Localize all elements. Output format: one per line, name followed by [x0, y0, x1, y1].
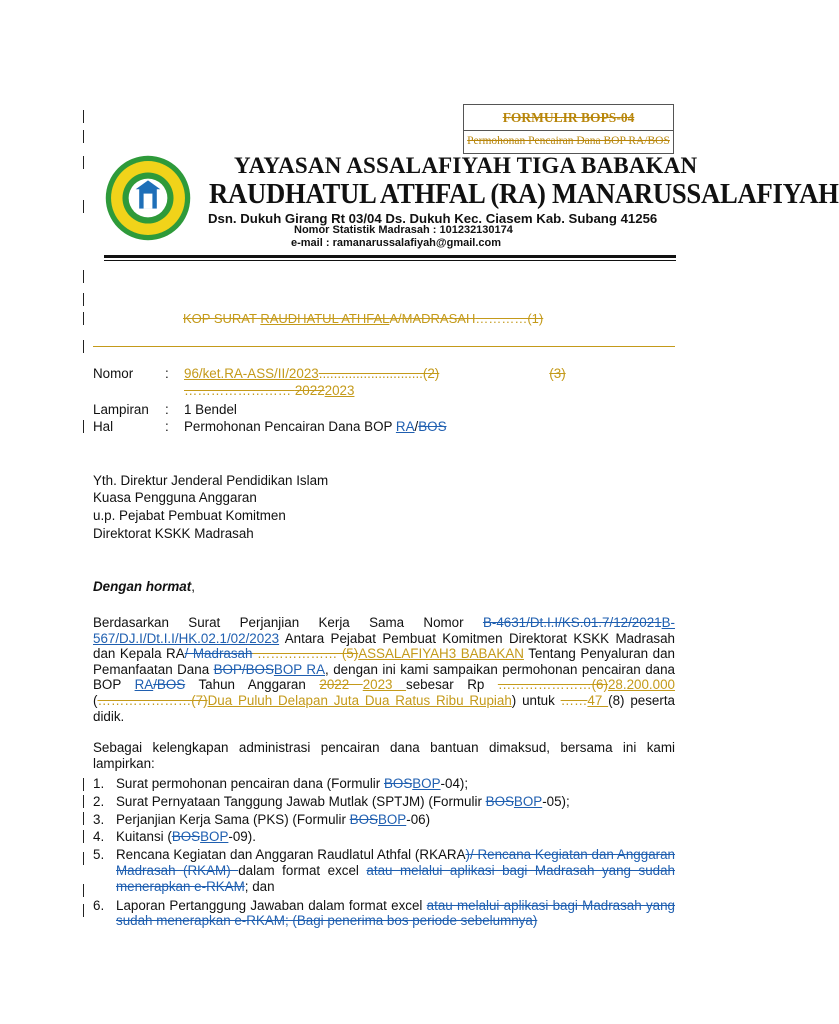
p1-text: Antara Pejabat Pembuat Komitmen Direktorat KSKK Madrasah dan Kepala RA	[93, 630, 675, 662]
revision-mark	[83, 778, 84, 791]
list-text: Perjanjian Kerja Sama (PKS) (Formulir	[116, 811, 350, 827]
p1-inserted: RA	[134, 677, 154, 693]
hal-ra: RA	[395, 419, 415, 434]
list-new: BOP	[377, 811, 407, 827]
p1-struck: ……	[560, 692, 588, 708]
nomor-placeholder-dots: ……………………	[184, 383, 295, 398]
p1-text: (	[93, 692, 98, 708]
p1-ra-name: ASSALAFIYAH3 BABAKAN	[358, 646, 524, 662]
list-new: BOP	[200, 829, 229, 845]
list-struck: atau melalui aplikasi bagi Madrasah yang sudah menerapkan e-RKAM	[116, 862, 675, 894]
revision-mark	[83, 270, 84, 283]
p1-struck: /BOS	[153, 677, 186, 693]
p1-text: Berdasarkan Surat Perjanjian Kerja Sama Nomor	[93, 615, 483, 630]
p1-text: Tentang Penyaluran dan Pemanfaatan Dana	[93, 646, 675, 677]
letterhead-rule-thin	[104, 260, 676, 261]
list-text: Rencana Kegiatan dan Anggaran Raudlatul Athfal (RKARA	[116, 847, 466, 863]
list-item	[93, 847, 675, 894]
p1-struck: …………………(7)	[97, 692, 208, 708]
greeting: Dengan hormat,	[93, 579, 195, 594]
letterhead-rule	[104, 255, 676, 258]
p1-text: (8) peserta didik.	[93, 692, 675, 724]
list-old: BOS	[171, 829, 201, 845]
form-code-title: FORMULIR BOPS-04	[464, 105, 673, 131]
school-name: RAUDHATUL ATHFAL (RA) MANARUSSALAFIYAH	[209, 178, 839, 210]
p1-text: , dengan ini kami sampaikan permohonan pencairan dana BOP	[93, 661, 675, 693]
list-text: -09).	[228, 829, 256, 845]
divider	[93, 346, 675, 347]
school-address: Dsn. Dukuh Girang Rt 03/04 Ds. Dukuh Kec. Ciasem Kab. Subang 41256	[208, 211, 658, 226]
form-code-box	[463, 104, 674, 154]
list-item	[93, 776, 675, 792]
foundation-name: YAYASAN ASSALAFIYAH TIGA BABAKAN	[234, 153, 698, 178]
colon: :	[165, 366, 169, 381]
hal-row	[93, 419, 447, 434]
list-text: dalam format excel	[238, 862, 367, 878]
p1-student-count: 47	[587, 692, 609, 708]
nomor-row	[93, 366, 566, 381]
revision-mark	[83, 795, 84, 808]
list-text: ; dan	[244, 878, 275, 894]
p1-text: sebesar Rp	[406, 677, 498, 693]
school-email: e-mail : ramanarussalafiyah@gmail.com	[291, 237, 502, 249]
p1-new-number: B-567/DJ.I/Dt.I.I/HK.02.1/02/2023	[93, 615, 675, 646]
kop-placeholder	[183, 311, 543, 326]
revision-mark	[83, 830, 84, 843]
kop-text: A/MADRASAH	[389, 311, 476, 326]
list-number: 1.	[93, 776, 105, 791]
colon: :	[165, 419, 169, 434]
revision-mark	[83, 200, 84, 213]
hal-value: Permohonan Pencairan Dana BOP	[184, 419, 396, 434]
p1-old-number: B-4631/Dt.I.I/KS.01.7/12/2021	[482, 615, 662, 630]
year-new: 2023	[324, 383, 355, 398]
revision-mark	[83, 110, 84, 123]
addressee-line: Kuasa Pengguna Anggaran	[93, 490, 257, 505]
list-item	[93, 812, 675, 828]
revision-mark	[83, 904, 84, 917]
list-item	[93, 829, 675, 845]
list-number: 5.	[93, 847, 105, 863]
list-old: BOS	[485, 793, 514, 809]
body-paragraph-2: Sebagai kelengkapan administrasi pencairan dana bantuan dimaksud, bersama ini kami lampirkan:	[93, 740, 675, 771]
revision-mark	[83, 340, 84, 353]
nomor-row-2	[184, 383, 354, 398]
list-number: 4.	[93, 829, 105, 845]
list-text: Surat permohonan pencairan dana (Formulir	[116, 776, 384, 791]
revision-mark	[83, 293, 84, 306]
addressee-line: Direktorat KSKK Madrasah	[93, 526, 254, 541]
body-paragraph	[93, 615, 675, 724]
addressee-line: u.p. Pejabat Pembuat Komitmen	[93, 508, 286, 523]
list-number: 3.	[93, 811, 105, 827]
list-number: 2.	[93, 793, 105, 809]
colon: :	[165, 402, 169, 417]
year-old: 2022	[294, 383, 325, 398]
list-item	[93, 898, 675, 930]
list-text: -04);	[440, 776, 469, 791]
revision-mark	[83, 130, 84, 143]
lampiran-row	[93, 402, 237, 417]
list-number: 6.	[93, 897, 105, 913]
list-old: BOS	[383, 776, 413, 791]
list-text: Laporan Pertanggung Jawaban dalam format excel	[116, 897, 427, 913]
form-code-subtitle: Permohonan Pencairan Dana BOP RA/BOS	[467, 135, 670, 147]
school-logo	[104, 154, 192, 242]
attachments-list	[93, 776, 675, 929]
revision-mark	[83, 420, 84, 433]
list-struck: )/ Rencana Kegiatan dan Anggaran Madrasah (RKAM)	[116, 847, 675, 878]
addressee-line: Yth. Direktur Jenderal Pendidikan Islam	[93, 473, 329, 488]
list-struck: atau melalui aplikasi bagi Madrasah yang sudah menerapkan e-RKAM; (Bagi penerima bos periode sebelumnya)	[116, 897, 675, 929]
kop-text: RAUDHATUL ATHFAL	[260, 311, 390, 326]
nomor-label: Nomor	[93, 366, 134, 381]
p1-text: ) untuk	[511, 692, 561, 708]
revision-mark	[83, 812, 84, 825]
letterhead	[104, 148, 839, 276]
nomor-placeholder: ............................(2)	[318, 366, 440, 381]
p1-struck: 2022	[319, 677, 363, 693]
list-old: BOS	[349, 811, 378, 827]
nomor-value: 96/ket.RA-ASS/II/2023	[184, 366, 319, 381]
hal-bos: BOS	[418, 419, 447, 434]
hal-sep: /	[414, 419, 419, 434]
list-text: -05);	[542, 793, 570, 809]
p1-struck: ……………… (5)	[252, 646, 359, 662]
hal-label: Hal	[93, 419, 114, 434]
list-text: -06)	[406, 811, 431, 827]
list-new: BOP	[412, 776, 441, 791]
revision-mark	[83, 312, 84, 325]
list-text: Kuitansi (	[116, 829, 172, 845]
list-new: BOP	[513, 793, 543, 809]
p1-inserted: 2023	[362, 677, 407, 693]
statistic-number: Nomor Statistik Madrasah : 101232130174	[294, 224, 513, 236]
p1-amount-words: Dua Puluh Delapan Juta Dua Ratus Ribu Rupiah	[207, 692, 512, 708]
p1-amount: 28.200.000	[607, 677, 675, 693]
kop-text: …………(1)	[475, 311, 544, 326]
p1-struck: …………………(6)	[497, 677, 608, 693]
p1-struck: / Madrasah	[184, 646, 253, 662]
lampiran-label: Lampiran	[93, 402, 149, 417]
revision-mark	[83, 852, 84, 865]
p1-text: Tahun Anggaran	[185, 677, 320, 693]
lampiran-value: 1 Bendel	[184, 402, 237, 417]
revision-mark	[83, 884, 84, 897]
p1-struck: BOP/BOS	[213, 661, 274, 677]
list-text: Surat Pernyataan Tanggung Jawab Mutlak (SPTJM) (Formulir	[116, 793, 486, 809]
greeting-text: Dengan hormat	[93, 579, 192, 594]
kop-text: KOP SURAT	[183, 311, 261, 326]
p1-inserted: BOP RA	[273, 661, 326, 677]
list-item	[93, 794, 675, 810]
nomor-placeholder-3: (3)	[549, 366, 566, 381]
revision-mark	[83, 156, 84, 169]
